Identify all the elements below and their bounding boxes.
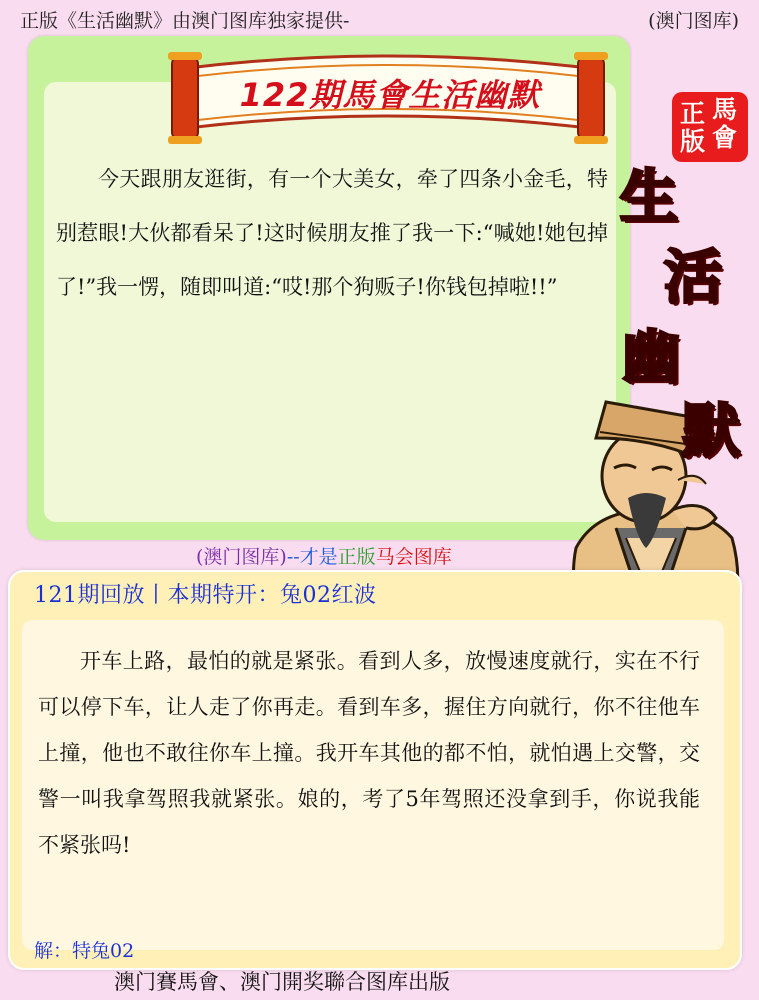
caption-only: --才是	[286, 546, 338, 568]
side-title-char-1: 生	[620, 163, 679, 231]
caption-horse-club: 马会图库	[375, 546, 452, 568]
badge-char-4: 會	[712, 123, 738, 152]
story-text: 今天跟朋友逛街，有一个大美女，牵了四条小金毛，特别惹眼!大伙都看呆了!这时候朋友推了我一下:“喊她!她包掉了!”我一愣，随即叫道:“哎!那个狗贩子!你钱包掉啦!!”	[56, 167, 608, 299]
banner-title: 122期馬會生活幽默	[239, 76, 541, 114]
badge-char-3: 版	[680, 127, 706, 156]
side-title-char-2: 活	[664, 243, 723, 311]
header-source-text: 正版《生活幽默》由澳门图库独家提供-	[20, 10, 350, 32]
library-caption	[196, 542, 452, 569]
publisher-footer: 澳门賽馬會、澳门開奖聯合图库出版	[114, 970, 450, 994]
official-badge	[672, 92, 748, 162]
caption-library: (澳门图库)	[196, 546, 287, 568]
review-text: 开车上路，最怕的就是紧张。看到人多，放慢速度就行，实在不行可以停下车，让人走了你再走。看到车多，握住方向就行，你不往他车上撞，他也不敢往你车上撞。我开车其他的都不怕，就怕遇上交警，交警一叫我拿驾照我就紧张。娘的，考了5年驾照还没拿到手，你说我能不紧张吗!	[38, 649, 700, 857]
answer-label: 解：特兔02	[34, 940, 135, 962]
badge-char-1: 正	[680, 99, 706, 128]
side-title-char-4: 默	[682, 397, 741, 465]
caption-official: 正版	[337, 546, 376, 568]
side-title-char-3: 幽	[622, 323, 681, 391]
review-header: 121期回放丨本期特开：兔02红波	[34, 583, 377, 608]
badge-char-2: 馬	[712, 95, 738, 124]
header-library-label: (澳门图库)	[648, 10, 739, 32]
